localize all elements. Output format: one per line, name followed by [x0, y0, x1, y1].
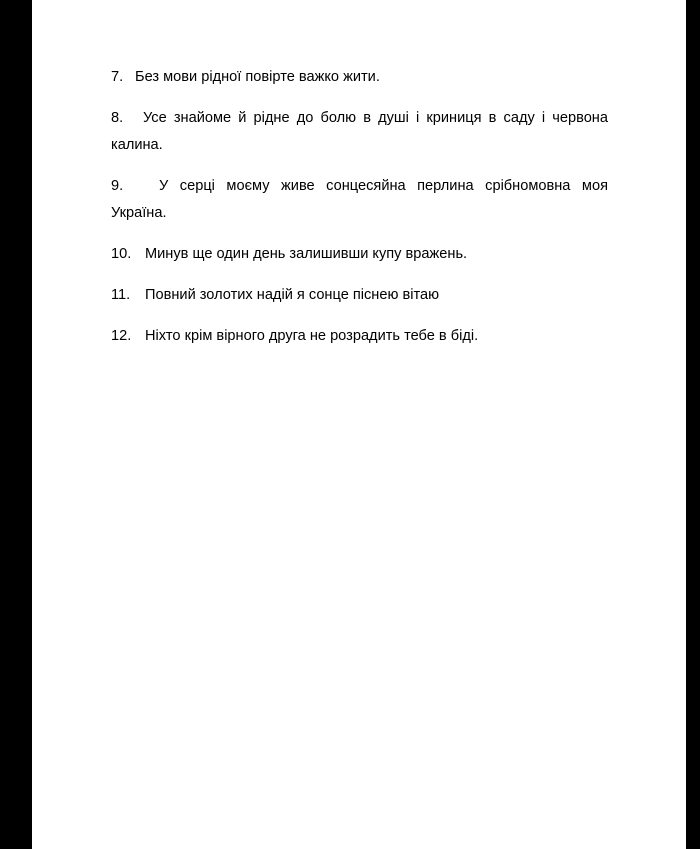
- list-item-number: 12.: [111, 328, 132, 344]
- list-item: [111, 323, 608, 350]
- list-item: [111, 173, 608, 227]
- list-item-text: Минув ще один день залишивши купу вражень.: [145, 246, 468, 262]
- list-item-text: Без мови рідної повірте важко жити.: [135, 69, 380, 85]
- list-item-number: 9.: [111, 178, 124, 194]
- list-item-text: Усе знайоме й рідне до болю в душі і криниця в саду і червона калина.: [111, 110, 608, 153]
- list-item-number: 8.: [111, 110, 124, 126]
- list-item-text: Ніхто крім вірного друга не розрадить тебе в біді.: [145, 328, 479, 344]
- list-item: [111, 64, 608, 91]
- list-item-text: Повний золотих надій я сонце піснею вітаю: [145, 287, 440, 303]
- list-item: [111, 105, 608, 159]
- list-item-number: 11.: [111, 287, 131, 303]
- list-item-number: 10.: [111, 246, 132, 262]
- list-item-text: У серці моєму живе сонцесяйна перлина срібномовна моя Україна.: [111, 178, 608, 221]
- list-item-number: 7.: [111, 69, 124, 85]
- list-item: [111, 282, 608, 309]
- document-page: [32, 0, 686, 849]
- list-item: [111, 241, 608, 268]
